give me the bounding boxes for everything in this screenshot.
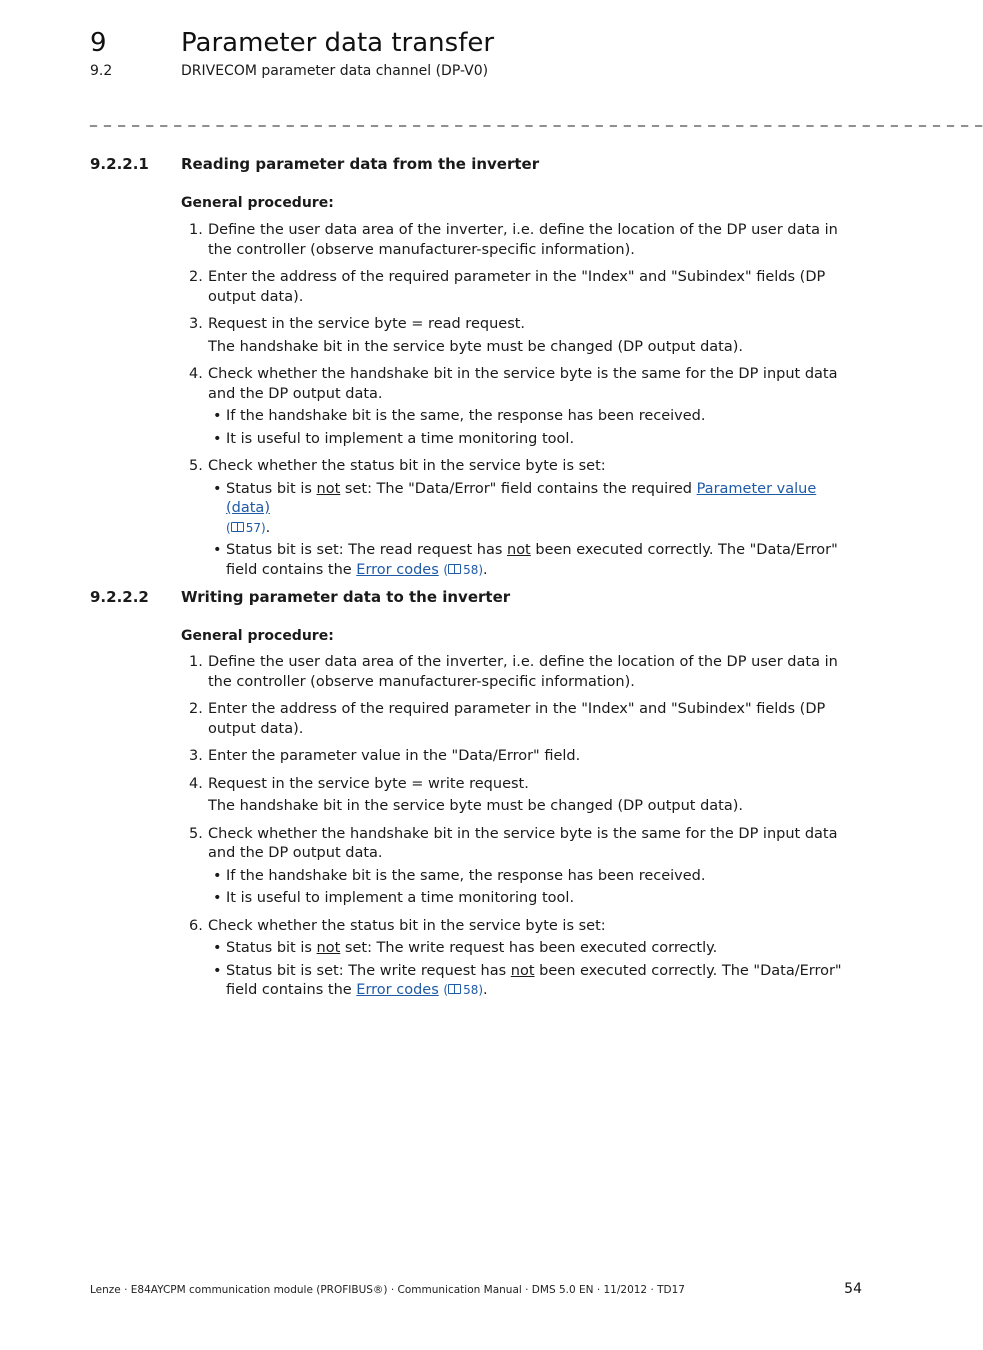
bullet-item: • It is useful to implement a time monitoring tool. (213, 890, 575, 906)
section-title: DRIVECOM parameter data channel (DP-V0) (181, 63, 489, 79)
write-heading-number: 9.2.2.2 (90, 588, 149, 606)
step-note: The handshake bit in the service byte must be changed (DP output data). (208, 338, 744, 355)
read-steps-list (181, 221, 863, 588)
list-item: 1. Define the user data area of the inverter, i.e. define the location of the DP user data in the controller (observe manufacturer-specific information). (189, 222, 838, 258)
book-icon (448, 984, 461, 994)
footer-text: Lenze · E84AYCPM communication module (PROFIBUS®) · Communication Manual · DMS 5.0 EN · 11/2012 · TD17 (90, 1284, 685, 1296)
page-reference[interactable]: ( 57) (226, 520, 266, 535)
write-steps-list (181, 653, 863, 1009)
chapter-number: 9 (90, 28, 107, 58)
bullet-item: • It is useful to implement a time monitoring tool. (213, 430, 575, 447)
write-procedure-label: General procedure: (181, 628, 334, 644)
list-item: 4. Check whether the handshake bit in the service byte is the same for the DP input data and the DP output data. • If the handshake bit is the same, the response has been received. • It is useful to implement a time monitoring tool. (181, 365, 863, 449)
step-note: The handshake bit in the service byte must be changed (DP output data). (208, 798, 744, 814)
read-procedure-label: General procedure: (181, 195, 334, 211)
list-item: 3. Request in the service byte = read request. The handshake bit in the service byte must be changed (DP output data). (181, 315, 863, 357)
list-item: 3. Enter the parameter value in the "Data/Error" field. (189, 748, 581, 764)
chapter-title: Parameter data transfer (181, 28, 495, 58)
write-heading-title: Writing parameter data to the inverter (181, 588, 511, 606)
list-item: 6. Check whether the status bit in the service byte is set: • Status bit is not set: The write request has been executed correctly. • Status bit is set: The write request has not been executed correctly. The "Data/Error" field contains the Error codes ( 58). (181, 917, 863, 1001)
read-heading (90, 155, 539, 173)
bullet-item: • Status bit is not set: The write request has been executed correctly. (213, 940, 718, 956)
page-reference[interactable]: ( 58) (443, 983, 484, 997)
header-separator: _ _ _ _ _ _ _ _ _ _ _ _ _ _ _ _ _ _ _ _ _ _ _ _ _ _ _ _ _ _ _ _ _ _ _ _ _ _ _ _ _ _ _ _ _ _ _ _ _ _ _ _ _ _ _ _ _ _ _ _ _ _ _ _ (90, 111, 983, 127)
list-item: 5. Check whether the handshake bit in the service byte is the same for the DP input data and the DP output data. • If the handshake bit is the same, the response has been received. • It is useful to implement a time monitoring tool. (181, 825, 863, 909)
page-reference[interactable]: ( 58) (443, 562, 484, 577)
read-heading-title: Reading parameter data from the inverter (181, 155, 540, 173)
parameter-value-link[interactable]: Parameter value (data) (226, 480, 817, 516)
bullet-item: • Status bit is set: The write request has not been executed correctly. The "Data/Error" field contains the Error codes ( 58). (213, 962, 842, 998)
book-icon (231, 522, 244, 532)
page-number: 54 (844, 1281, 862, 1297)
bullet-item: • If the handshake bit is the same, the response has been received. (213, 867, 706, 884)
list-item: 1. Define the user data area of the inverter, i.e. define the location of the DP user data in the controller (observe manufacturer-specific information). (189, 654, 838, 690)
bullet-item: • If the handshake bit is the same, the response has been received. (213, 408, 706, 424)
list-item: 4. Request in the service byte = write request. The handshake bit in the service byte must be changed (DP output data). (181, 775, 863, 817)
error-codes-link[interactable]: Error codes (356, 982, 439, 998)
bullet-item: • Status bit is not set: The "Data/Error" field contains the required Parameter value (data) ( 57). (213, 480, 817, 536)
book-icon (448, 564, 461, 574)
error-codes-link[interactable]: Error codes (356, 561, 439, 578)
section-number: 9.2 (90, 63, 113, 79)
write-heading (90, 588, 510, 606)
bullet-item: • Status bit is set: The read request has not been executed correctly. The "Data/Error" field contains the Error codes ( 58). (213, 542, 838, 578)
list-item: 2. Enter the address of the required parameter in the "Index" and "Subindex" fields (DP output data). (189, 269, 826, 305)
read-heading-number: 9.2.2.1 (90, 155, 149, 173)
list-item: 5. Check whether the status bit in the service byte is set: • Status bit is not set: The "Data/Error" field contains the required Parameter value (data) ( 57). • Status bit is set: The read request has not been executed correctly. The "Data/Error" field contains the Error codes ( 58). (181, 457, 863, 580)
list-item: 2. Enter the address of the required parameter in the "Index" and "Subindex" fields (DP output data). (189, 701, 826, 737)
